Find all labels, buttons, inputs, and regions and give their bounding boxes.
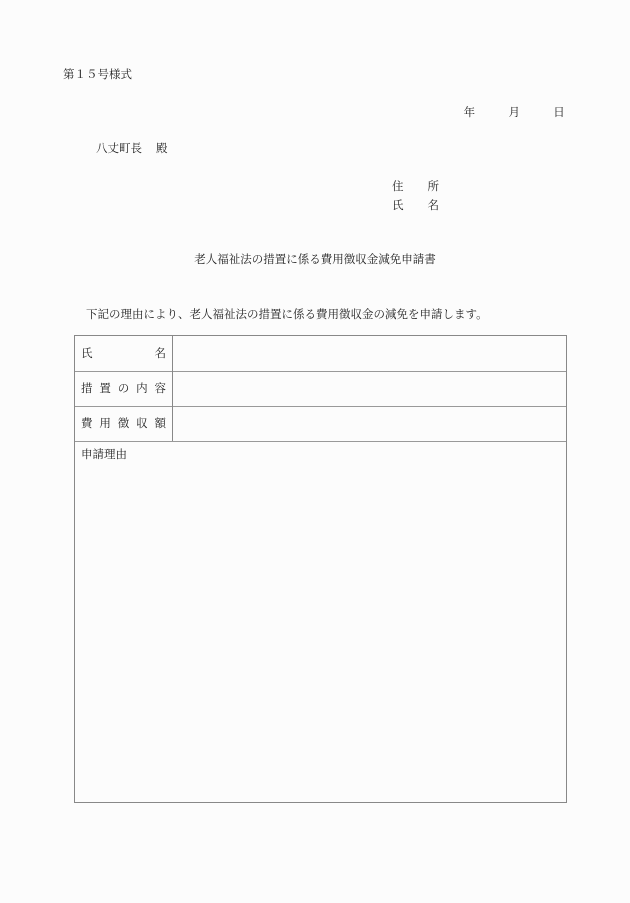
measure-content-value-field[interactable] xyxy=(174,371,566,406)
addressee-name: 八丈町長 xyxy=(96,141,142,155)
form-number: 第１５号様式 xyxy=(63,67,132,81)
applicant-name-label: 氏 名 xyxy=(392,198,439,212)
row-label-measure-content: 措 置 の 内 容 xyxy=(75,371,173,406)
row-label-fee-amount: 費 用 徴 収 額 xyxy=(75,406,173,441)
date-month-label: 月 xyxy=(508,105,520,119)
table-row-fee xyxy=(75,406,566,442)
table-row-name xyxy=(75,336,566,372)
reason-field[interactable] xyxy=(75,441,566,802)
table-row-measure xyxy=(75,371,566,407)
date-year-label: 年 xyxy=(463,105,476,119)
fee-amount-value-field[interactable] xyxy=(174,406,566,441)
addressee-honorific: 殿 xyxy=(156,141,168,155)
intro-text: 下記の理由により、老人福祉法の措置に係る費用徴収金の減免を申請します。 xyxy=(86,307,488,321)
application-table xyxy=(74,335,567,803)
reason-label: 申請理由 xyxy=(81,447,127,461)
addressee xyxy=(96,140,168,156)
document-title: 老人福祉法の措置に係る費用徴収金減免申請書 xyxy=(194,252,436,266)
row-label-name: 氏 名 xyxy=(75,336,173,371)
date-line xyxy=(460,104,565,120)
name-value-field[interactable] xyxy=(174,336,566,371)
date-day-label: 日 xyxy=(553,105,565,119)
applicant-address-label: 住 所 xyxy=(392,179,439,193)
